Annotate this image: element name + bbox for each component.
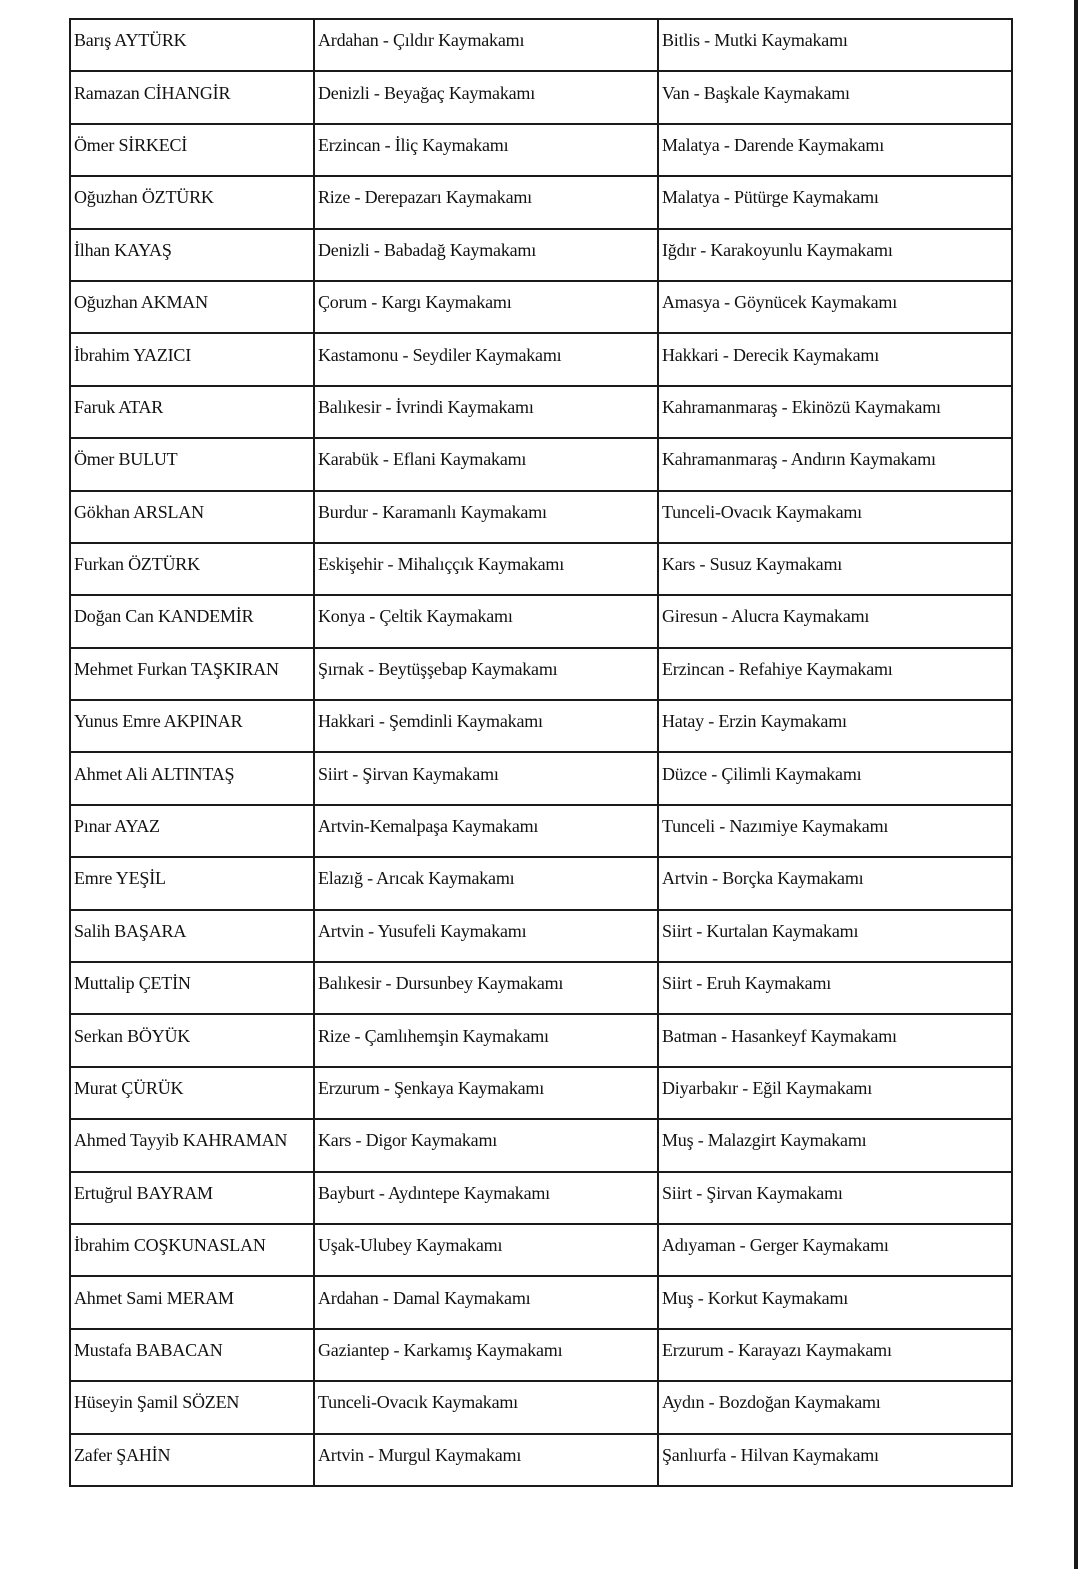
new-post-cell <box>658 543 1012 595</box>
official-name-cell <box>70 386 314 438</box>
table-row <box>70 1224 1012 1276</box>
current-post-cell <box>314 962 658 1014</box>
current-post-text: Elazığ - Arıcak Kaymakamı <box>318 868 515 889</box>
current-post-text: Gaziantep - Karkamış Kaymakamı <box>318 1339 563 1360</box>
official-name-cell <box>70 19 314 71</box>
new-post-text: Malatya - Darende Kaymakamı <box>662 134 884 155</box>
current-post-text: Siirt - Şirvan Kaymakamı <box>318 763 499 784</box>
official-name-cell <box>70 857 314 909</box>
new-post-text: Amasya - Göynücek Kaymakamı <box>662 292 898 313</box>
official-name-cell <box>70 491 314 543</box>
new-post-text: Iğdır - Karakoyunlu Kaymakamı <box>662 239 893 260</box>
official-name-text: Furkan ÖZTÜRK <box>74 554 200 575</box>
current-post-text: Erzincan - İliç Kaymakamı <box>318 134 509 155</box>
table-row <box>70 700 1012 752</box>
official-name-text: İbrahim YAZICI <box>74 344 192 365</box>
table-row <box>70 71 1012 123</box>
table-row <box>70 595 1012 647</box>
new-post-text: Van - Başkale Kaymakamı <box>662 82 850 103</box>
current-post-text: Şırnak - Beytüşşebap Kaymakamı <box>318 658 558 679</box>
current-post-text: Karabük - Eflani Kaymakamı <box>318 449 527 470</box>
official-name-cell <box>70 700 314 752</box>
current-post-text: Denizli - Beyağaç Kaymakamı <box>318 82 536 103</box>
new-post-cell <box>658 595 1012 647</box>
current-post-cell <box>314 71 658 123</box>
official-name-cell <box>70 438 314 490</box>
official-name-text: İlhan KAYAŞ <box>74 239 172 260</box>
official-name-cell <box>70 333 314 385</box>
current-post-text: Balıkesir - Dursunbey Kaymakamı <box>318 973 564 994</box>
current-post-cell <box>314 229 658 281</box>
new-post-cell <box>658 1381 1012 1433</box>
current-post-cell <box>314 281 658 333</box>
current-post-text: Kastamonu - Seydiler Kaymakamı <box>318 344 562 365</box>
current-post-cell <box>314 595 658 647</box>
new-post-text: Şanlıurfa - Hilvan Kaymakamı <box>662 1444 879 1465</box>
current-post-cell <box>314 1381 658 1433</box>
new-post-text: Muş - Korkut Kaymakamı <box>662 1287 849 1308</box>
table-row <box>70 1329 1012 1381</box>
new-post-cell <box>658 491 1012 543</box>
official-name-cell <box>70 71 314 123</box>
current-post-cell <box>314 1014 658 1066</box>
official-name-text: Ahmet Sami MERAM <box>74 1287 234 1308</box>
official-name-text: Ahmet Ali ALTINTAŞ <box>74 763 235 784</box>
new-post-cell <box>658 1014 1012 1066</box>
new-post-cell <box>658 1276 1012 1328</box>
current-post-text: Konya - Çeltik Kaymakamı <box>318 606 513 627</box>
new-post-text: Diyarbakır - Eğil Kaymakamı <box>662 1078 873 1098</box>
current-post-text: Ardahan - Damal Kaymakamı <box>318 1287 531 1308</box>
new-post-cell <box>658 19 1012 71</box>
official-name-cell <box>70 595 314 647</box>
table-row <box>70 281 1012 333</box>
table-row <box>70 386 1012 438</box>
official-name-text: Oğuzhan ÖZTÜRK <box>74 187 214 208</box>
official-name-cell <box>70 1067 314 1119</box>
new-post-text: Muş - Malazgirt Kaymakamı <box>662 1130 867 1151</box>
table-row <box>70 1381 1012 1433</box>
official-name-cell <box>70 1119 314 1171</box>
current-post-cell <box>314 1224 658 1276</box>
table-row <box>70 648 1012 700</box>
current-post-cell <box>314 1067 658 1119</box>
current-post-cell <box>314 857 658 909</box>
current-post-cell <box>314 386 658 438</box>
official-name-cell <box>70 1014 314 1066</box>
new-post-cell <box>658 1434 1012 1486</box>
new-post-text: Erzurum - Karayazı Kaymakamı <box>662 1339 892 1360</box>
table-row <box>70 910 1012 962</box>
new-post-cell <box>658 333 1012 385</box>
new-post-cell <box>658 910 1012 962</box>
current-post-cell <box>314 438 658 490</box>
new-post-cell <box>658 1329 1012 1381</box>
official-name-text: Faruk ATAR <box>74 396 164 417</box>
new-post-cell <box>658 1067 1012 1119</box>
official-name-text: Ömer BULUT <box>74 449 178 470</box>
table-row <box>70 962 1012 1014</box>
current-post-text: Eskişehir - Mihalıççık Kaymakamı <box>318 554 565 575</box>
new-post-cell <box>658 962 1012 1014</box>
new-post-text: Batman - Hasankeyf Kaymakamı <box>662 1025 897 1046</box>
official-name-text: Muttalip ÇETİN <box>74 973 191 994</box>
new-post-text: Bitlis - Mutki Kaymakamı <box>662 30 848 51</box>
table-row <box>70 491 1012 543</box>
table-row <box>70 1434 1012 1486</box>
official-name-text: Oğuzhan AKMAN <box>74 292 208 313</box>
official-name-cell <box>70 1224 314 1276</box>
current-post-cell <box>314 1434 658 1486</box>
current-post-text: Rize - Çamlıhemşin Kaymakamı <box>318 1025 549 1046</box>
new-post-text: Tunceli-Ovacık Kaymakamı <box>662 501 862 522</box>
official-name-text: İbrahim COŞKUNASLAN <box>74 1235 266 1256</box>
table-row <box>70 857 1012 909</box>
official-name-cell <box>70 124 314 176</box>
official-name-cell <box>70 962 314 1014</box>
new-post-text: Siirt - Eruh Kaymakamı <box>662 973 832 994</box>
official-name-cell <box>70 543 314 595</box>
new-post-cell <box>658 1172 1012 1224</box>
official-name-text: Doğan Can KANDEMİR <box>74 606 254 627</box>
page-edge-line <box>1074 0 1078 1569</box>
current-post-text: Kars - Digor Kaymakamı <box>318 1130 498 1151</box>
current-post-cell <box>314 124 658 176</box>
new-post-text: Artvin - Borçka Kaymakamı <box>662 868 864 889</box>
new-post-text: Hakkari - Derecik Kaymakamı <box>662 344 879 365</box>
official-name-text: Mehmet Furkan TAŞKIRAN <box>74 658 279 679</box>
current-post-text: Artvin - Murgul Kaymakamı <box>318 1444 522 1465</box>
new-post-cell <box>658 648 1012 700</box>
official-name-cell <box>70 1329 314 1381</box>
table-row <box>70 1067 1012 1119</box>
current-post-text: Uşak-Ulubey Kaymakamı <box>318 1235 503 1256</box>
current-post-text: Tunceli-Ovacık Kaymakamı <box>318 1392 518 1413</box>
current-post-text: Burdur - Karamanlı Kaymakamı <box>318 501 547 522</box>
current-post-cell <box>314 176 658 228</box>
current-post-cell <box>314 333 658 385</box>
official-name-text: Ömer SİRKECİ <box>74 134 188 155</box>
current-post-cell <box>314 491 658 543</box>
official-name-cell <box>70 281 314 333</box>
current-post-cell <box>314 543 658 595</box>
new-post-text: Düzce - Çilimli Kaymakamı <box>662 763 862 784</box>
new-post-text: Kahramanmaraş - Ekinözü Kaymakamı <box>662 396 941 417</box>
official-name-cell <box>70 648 314 700</box>
new-post-cell <box>658 124 1012 176</box>
official-name-text: Hüseyin Şamil SÖZEN <box>74 1392 240 1413</box>
official-name-text: Barış AYTÜRK <box>74 30 187 51</box>
table-row <box>70 333 1012 385</box>
current-post-text: Hakkari - Şemdinli Kaymakamı <box>318 711 543 732</box>
table-row <box>70 805 1012 857</box>
current-post-cell <box>314 1329 658 1381</box>
table-row <box>70 1014 1012 1066</box>
new-post-cell <box>658 1119 1012 1171</box>
new-post-text: Kahramanmaraş - Andırın Kaymakamı <box>662 449 936 470</box>
official-name-text: Zafer ŞAHİN <box>74 1444 171 1465</box>
table-row <box>70 19 1012 71</box>
official-name-text: Mustafa BABACAN <box>74 1339 223 1360</box>
appointment-table <box>69 18 1013 1487</box>
official-name-text: Serkan BÖYÜK <box>74 1025 191 1046</box>
new-post-cell <box>658 438 1012 490</box>
current-post-cell <box>314 1119 658 1171</box>
new-post-cell <box>658 857 1012 909</box>
official-name-cell <box>70 1381 314 1433</box>
new-post-cell <box>658 229 1012 281</box>
current-post-cell <box>314 1172 658 1224</box>
official-name-text: Pınar AYAZ <box>74 816 160 837</box>
new-post-text: Giresun - Alucra Kaymakamı <box>662 606 870 627</box>
official-name-text: Emre YEŞİL <box>74 868 166 889</box>
table-row <box>70 229 1012 281</box>
official-name-cell <box>70 752 314 804</box>
new-post-text: Aydın - Bozdoğan Kaymakamı <box>662 1392 881 1413</box>
official-name-text: Ramazan CİHANGİR <box>74 82 231 103</box>
official-name-text: Gökhan ARSLAN <box>74 501 204 522</box>
new-post-text: Hatay - Erzin Kaymakamı <box>662 711 847 732</box>
current-post-text: Ardahan - Çıldır Kaymakamı <box>318 30 525 51</box>
official-name-text: Yunus Emre AKPINAR <box>74 711 243 732</box>
official-name-cell <box>70 1434 314 1486</box>
official-name-cell <box>70 1276 314 1328</box>
official-name-text: Murat ÇÜRÜK <box>74 1078 184 1098</box>
table-row <box>70 438 1012 490</box>
table-row <box>70 176 1012 228</box>
table-row <box>70 543 1012 595</box>
current-post-text: Çorum - Kargı Kaymakamı <box>318 292 512 313</box>
new-post-text: Siirt - Kurtalan Kaymakamı <box>662 920 859 941</box>
table-row <box>70 1119 1012 1171</box>
new-post-cell <box>658 386 1012 438</box>
official-name-cell <box>70 805 314 857</box>
table-row <box>70 124 1012 176</box>
table-row <box>70 1276 1012 1328</box>
current-post-cell <box>314 19 658 71</box>
current-post-text: Denizli - Babadağ Kaymakamı <box>318 239 537 260</box>
current-post-cell <box>314 700 658 752</box>
new-post-text: Tunceli - Nazımiye Kaymakamı <box>662 816 889 837</box>
table-row <box>70 752 1012 804</box>
new-post-text: Kars - Susuz Kaymakamı <box>662 554 843 575</box>
official-name-text: Salih BAŞARA <box>74 920 187 941</box>
new-post-text: Malatya - Pütürge Kaymakamı <box>662 187 879 208</box>
new-post-text: Adıyaman - Gerger Kaymakamı <box>662 1235 889 1256</box>
current-post-cell <box>314 648 658 700</box>
current-post-cell <box>314 1276 658 1328</box>
official-name-cell <box>70 1172 314 1224</box>
current-post-text: Artvin - Yusufeli Kaymakamı <box>318 920 527 941</box>
new-post-text: Siirt - Şirvan Kaymakamı <box>662 1182 843 1203</box>
new-post-cell <box>658 176 1012 228</box>
new-post-cell <box>658 71 1012 123</box>
current-post-cell <box>314 805 658 857</box>
new-post-cell <box>658 805 1012 857</box>
current-post-text: Artvin-Kemalpaşa Kaymakamı <box>318 816 539 837</box>
new-post-text: Erzincan - Refahiye Kaymakamı <box>662 658 893 679</box>
official-name-cell <box>70 229 314 281</box>
current-post-text: Balıkesir - İvrindi Kaymakamı <box>318 396 534 417</box>
official-name-cell <box>70 176 314 228</box>
current-post-cell <box>314 752 658 804</box>
current-post-text: Erzurum - Şenkaya Kaymakamı <box>318 1078 545 1098</box>
appointment-table-body <box>70 19 1012 1486</box>
table-row <box>70 1172 1012 1224</box>
new-post-cell <box>658 1224 1012 1276</box>
new-post-cell <box>658 281 1012 333</box>
new-post-cell <box>658 752 1012 804</box>
current-post-text: Bayburt - Aydıntepe Kaymakamı <box>318 1182 550 1203</box>
current-post-text: Rize - Derepazarı Kaymakamı <box>318 187 532 208</box>
new-post-cell <box>658 700 1012 752</box>
official-name-cell <box>70 910 314 962</box>
current-post-cell <box>314 910 658 962</box>
official-name-text: Ahmed Tayyib KAHRAMAN <box>74 1130 288 1151</box>
official-name-text: Ertuğrul BAYRAM <box>74 1182 213 1203</box>
